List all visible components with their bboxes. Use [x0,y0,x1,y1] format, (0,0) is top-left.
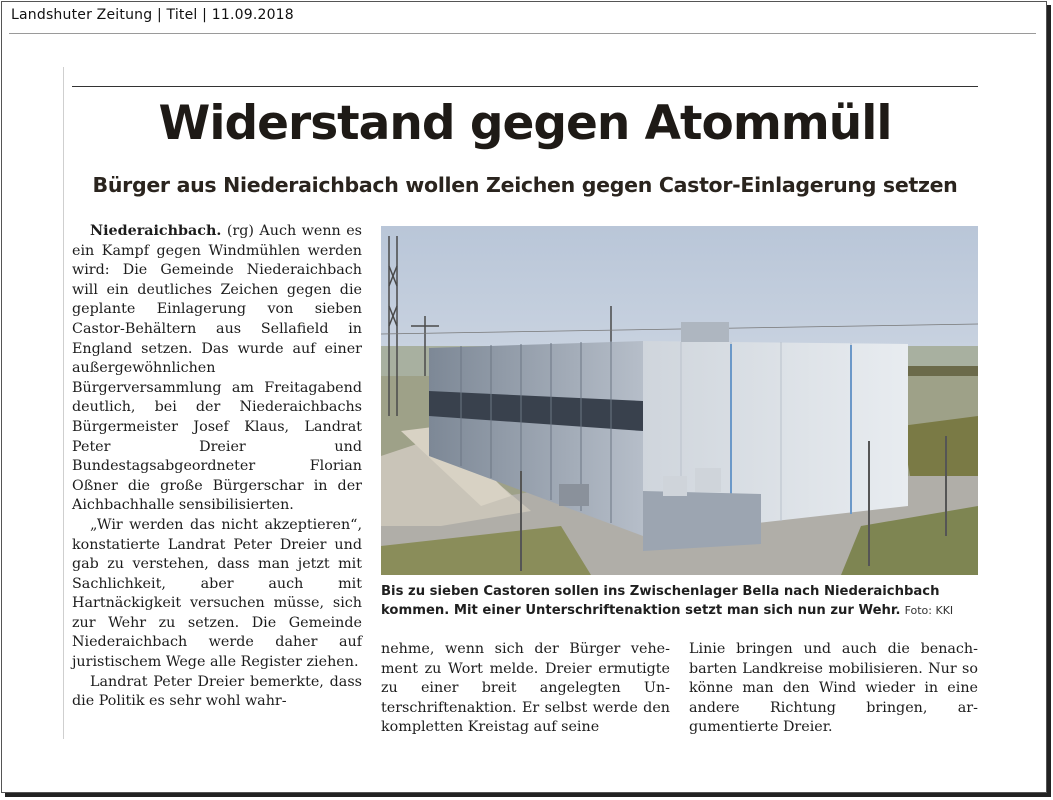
photo-caption [381,582,978,620]
article-column-1 [72,222,362,712]
article-top-rule [72,86,978,87]
article-text: (rg) Auch wenn es ein Kampf gegen Windmühlen werden wird: Die Gemeinde Niederaichbach will ein deutliches Zeichen gegen die geplante Einlagerung von sieben Castor-Behältern aus Sellafield in England setzen. Das wurde auf einer außergewöhnlichen Bürgerversammlung am Freitagabend deutlich, bei der Niederaichbachs Bürgermeister Josef Klaus, Landrat Peter Dreier und Bundestagsabgeordneter Florian Oßner die große Bürgerschar in der Aichbachhalle sensibilisierten. [72,223,363,514]
article-paragraph: Linie bringen und auch die benachbarten Landkreise mobilisieren. Nur so könne man den Wind wieder in eine andere Richtung bringen, argumentierte Dreier. [689,641,978,736]
article-paragraph: „Wir werden das nicht akzeptieren“, konstatierte Landrat Peter Dreier und gab zu verstehen, dass man jetzt mit Sachlichkeit, aber auch mit Hartnäckigkeit versuchen müsse, sich zur Wehr zu setzen. Die Gemeinde Niederaichbach werde daher auf juristischem Wege alle Register ziehen. [72,516,362,671]
source-header: Landshuter Zeitung | Titel | 11.09.2018 [11,7,294,23]
article-column-2 [381,640,670,738]
article-headline: Widerstand gegen Atommüll [158,96,892,151]
article-paragraph: nehme, wenn sich der Bürger vehement zu Wort melde. Dreier ermutigte zu einer breit angelegten Unterschriftenaktion. Er selbst werde den kompletten Kreistag auf seine [381,641,670,736]
article-photo [381,226,978,575]
article-paragraph [72,222,362,516]
article-paragraph: Landrat Peter Dreier bemerkte, dass die Politik es sehr wohl wahr- [72,673,362,710]
clipping-edge [63,67,64,739]
header-divider [9,33,1036,34]
article-subhead: Bürger aus Niederaichbach wollen Zeichen gegen Castor-Einlagerung setzen [92,173,958,197]
article-column-3 [689,640,978,738]
photo-credit: Foto: KKI [904,604,954,617]
photo-caption-text: Bis zu sieben Castoren sollen ins Zwischenlager Bella nach Niederaichbach kommen. Mit einer Unterschriftenaktion setzt man sich nun zur Wehr. [381,584,940,618]
storage-facility-photo [381,226,978,575]
article-dateline: Niederaichbach. [90,223,222,239]
